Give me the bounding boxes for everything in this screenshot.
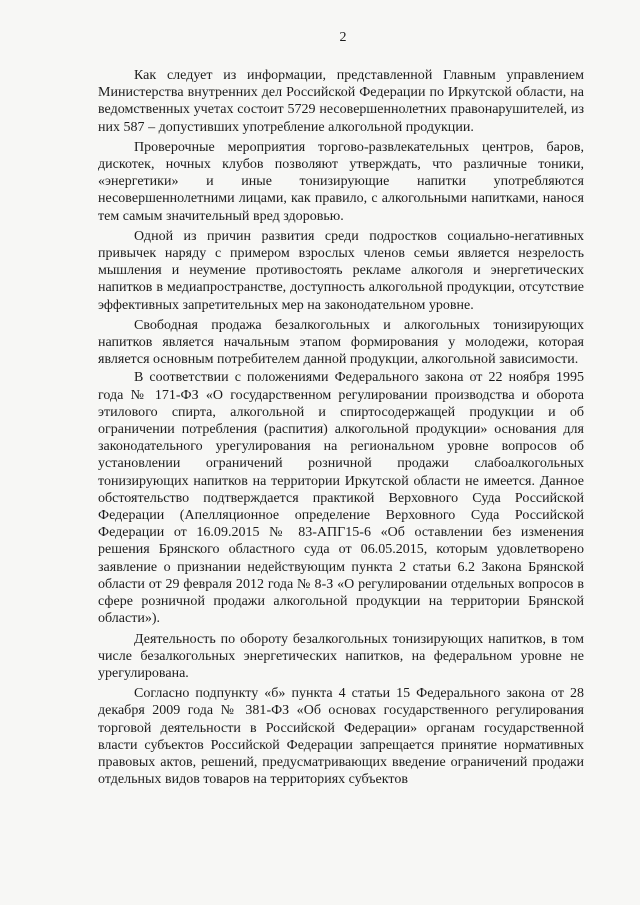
- paragraph-statistics: Как следует из информации, представленной Главным управлением Министерства внутренних дел Российской Федерации по Иркутской области, на ведомственных учетах состоит 5729 несовершеннолетних правонарушителей, из них 587 – допустивших употребление алкогольной продукции.: [98, 68, 584, 135]
- paragraph-inspections: Проверочные мероприятия торгово-развлекательных центров, баров, дискотек, ночных клубов позволяют утверждать, что различные тоники, «энергетики» и иные тонизирующие напитки употребляются несовершеннолетними лицами, как правило, с алкогольными напитками, нанося тем самым значительный вред здоровью.: [98, 139, 584, 224]
- paragraph-causes: Одной из причин развития среди подростков социально-негативных привычек наряду с примером взрослых членов семьи является незрелость мышления и неумение противостоять рекламе алкоголя и энергетических напитков в медиапространстве, доступность алкогольной продукции, отсутствие эффективных запретительных мер на законодательном уровне.: [98, 228, 584, 313]
- paragraph-federal-law-171: В соответствии с положениями Федерального закона от 22 ноября 1995 года № 171-ФЗ «О государственном регулировании производства и оборота этилового спирта, алкогольной и спиртосодержащей продукции и об ограничении потребления (распития) алкогольной продукции» основания для законодательного урегулирования на региональном уровне вопросов об установлении ограничений розничной продажи слабоалкогольных тонизирующих напитков на территории Иркутской области не имеется. Данное обстоятельство подтверждается практикой Верховного Суда Российской Федерации (Апелляционное определение Верховного Суда Российской Федерации от 16.09.2015 № 83-АПГ15-6 «Об оставлении без изменения решения Брянского областного суда от 06.05.2015, которым удовлетворено заявление о признании недействующим пункта 2 статьи 6.2 Закона Брянской области от 29 февраля 2012 года № 8-З «О регулировании отдельных вопросов в сфере розничной продажи алкогольной продукции на территории Брянской области»).: [98, 370, 584, 627]
- page-number: 2: [339, 30, 347, 45]
- paragraph-non-alcoholic-regulation: Деятельность по обороту безалкогольных тонизирующих напитков, в том числе безалкогольных энергетических напитков, на федеральном уровне не урегулирована.: [98, 631, 584, 681]
- paragraph-federal-law-381: Согласно подпункту «б» пункта 4 статьи 15 Федерального закона от 28 декабря 2009 года № 381-ФЗ «Об основах государственного регулирования торговой деятельности в Российской Федерации» органам государственной власти субъектов Российской Федерации запрещается принятие нормативных правовых актов, решений, предусматривающих введение ограничений продажи отдельных видов товаров на территориях субъектов: [98, 686, 584, 788]
- paragraph-free-sale: Свободная продажа безалкогольных и алкогольных тонизирующих напитков является начальным этапом формирования у молодежи, которая является основным потребителем данной продукции, алкогольной зависимости.: [98, 317, 584, 368]
